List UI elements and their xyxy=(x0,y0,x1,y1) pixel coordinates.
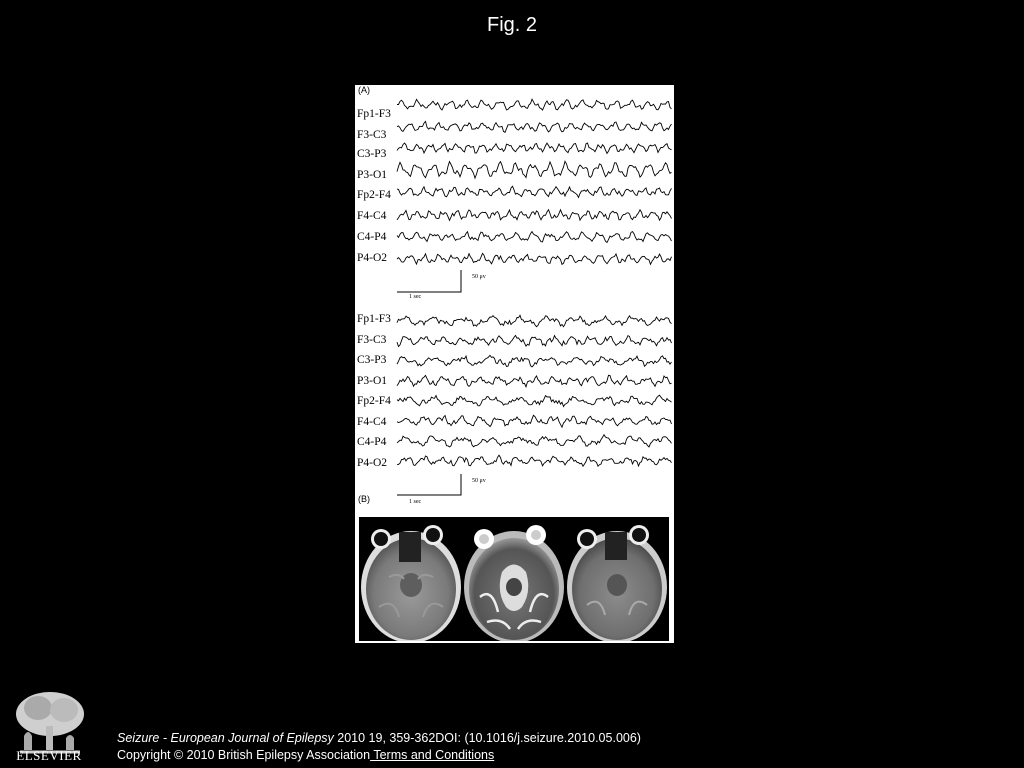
lead-b-3: C3-P3 xyxy=(357,354,387,366)
lead-a-8: P4-O2 xyxy=(357,252,388,264)
eeg-trace-a-2 xyxy=(397,121,672,132)
lead-b-1: Fp1-F3 xyxy=(357,313,391,325)
mri-scan-3 xyxy=(565,517,669,641)
lead-b-4: P3-O1 xyxy=(357,375,388,387)
eeg-trace-b-6 xyxy=(397,415,672,427)
panel-a-label: (A) xyxy=(358,85,370,95)
eeg-trace-a-4 xyxy=(397,161,672,178)
figure-title: Fig. 2 xyxy=(486,14,538,36)
eeg-traces xyxy=(355,85,674,515)
eeg-trace-a-3 xyxy=(397,143,672,153)
lead-b-2: F3-C3 xyxy=(357,334,387,346)
eeg-trace-b-8 xyxy=(397,455,672,466)
lead-b-5: Fp2-F4 xyxy=(357,395,391,407)
mri-scan-2 xyxy=(462,517,566,641)
scale-time-b: 1 sec xyxy=(409,499,422,505)
eeg-trace-b-2 xyxy=(397,335,672,346)
scale-amplitude-a: 50 μv xyxy=(472,274,486,280)
lead-a-4: P3-O1 xyxy=(357,169,388,181)
panel-b-label: (B) xyxy=(358,494,370,504)
lead-b-8: P4-O2 xyxy=(357,457,388,469)
scale-time-a: 1 sec xyxy=(409,294,422,300)
copyright-line xyxy=(117,748,494,762)
scale-bar-b xyxy=(397,474,461,495)
eeg-trace-b-3 xyxy=(397,355,672,367)
eeg-trace-a-8 xyxy=(397,253,672,264)
eeg-trace-b-4 xyxy=(397,375,672,387)
citation xyxy=(117,731,641,745)
eeg-trace-b-1 xyxy=(397,315,672,326)
eeg-trace-b-5 xyxy=(397,395,672,406)
citation-details: 2010 19, 359-362DOI: (10.1016/j.seizure.2010.05.006) xyxy=(333,731,641,745)
eeg-trace-b-7 xyxy=(397,435,672,447)
lead-a-2: F3-C3 xyxy=(357,129,387,141)
lead-b-6: F4-C4 xyxy=(357,416,387,428)
scale-bar-a xyxy=(397,270,461,292)
figure-panel xyxy=(355,85,674,643)
elsevier-wordmark: ELSEVIER xyxy=(16,748,82,763)
lead-a-1: Fp1-F3 xyxy=(357,108,391,120)
lead-a-3: C3-P3 xyxy=(357,148,387,160)
journal-name: Seizure - European Journal of Epilepsy xyxy=(117,731,334,745)
eeg-trace-a-6 xyxy=(397,210,672,221)
lead-a-7: C4-P4 xyxy=(357,231,387,243)
mri-scan-1 xyxy=(359,517,463,641)
lead-a-6: F4-C4 xyxy=(357,210,387,222)
eeg-trace-a-7 xyxy=(397,232,672,243)
eeg-trace-a-1 xyxy=(397,99,672,110)
lead-b-7: C4-P4 xyxy=(357,436,387,448)
scale-amplitude-b: 50 μv xyxy=(472,478,486,484)
terms-link[interactable]: Terms and Conditions xyxy=(370,748,495,762)
lead-a-5: Fp2-F4 xyxy=(357,189,391,201)
copyright-text: Copyright © 2010 British Epilepsy Association xyxy=(117,748,371,762)
eeg-trace-a-5 xyxy=(397,186,672,197)
